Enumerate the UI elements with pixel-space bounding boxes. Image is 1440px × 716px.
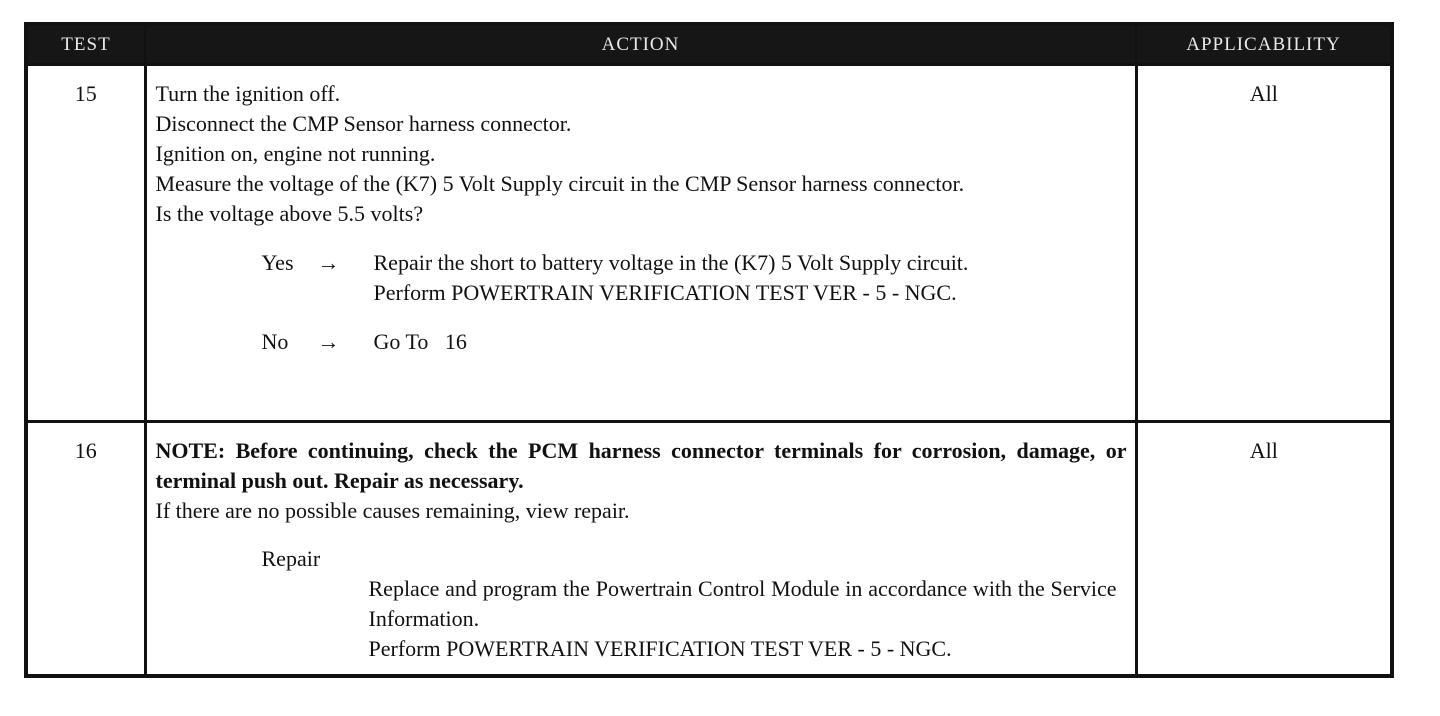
table-row xyxy=(26,422,1392,677)
no-result: Go To 16 xyxy=(373,329,467,354)
action-step: If there are no possible causes remaining, view repair. xyxy=(155,498,630,523)
no-branch xyxy=(262,327,1127,357)
table-header-row xyxy=(26,24,1392,65)
yes-result-text: Repair the short to battery voltage in the (K7) 5 Volt Supply circuit. xyxy=(373,250,969,275)
diagnostic-test-table xyxy=(24,22,1394,678)
table-row xyxy=(26,65,1392,422)
repair-verify: Perform POWERTRAIN VERIFICATION TEST VER - 5 - NGC. xyxy=(368,636,952,661)
repair-label: Repair xyxy=(261,546,321,571)
action-cell xyxy=(145,65,1136,422)
action-cell xyxy=(145,422,1136,677)
yes-label: Yes xyxy=(261,250,294,275)
action-question: Is the voltage above 5.5 volts? xyxy=(155,201,424,226)
yes-result-verify: Perform POWERTRAIN VERIFICATION TEST VER - 5 - NGC. xyxy=(373,280,957,305)
no-label: No xyxy=(261,329,289,354)
yes-branch xyxy=(262,248,1127,308)
yes-result xyxy=(374,248,1127,308)
applicability-value: All xyxy=(1136,422,1392,677)
repair-text: Replace and program the Powertrain Control Module in accordance with the Service Information. xyxy=(368,576,1117,631)
header-applicability: APPLICABILITY xyxy=(1136,24,1392,65)
header-test: TEST xyxy=(26,24,145,65)
applicability-value: All xyxy=(1136,65,1392,422)
action-step: Disconnect the CMP Sensor harness connector. xyxy=(155,111,572,136)
test-number: 15 xyxy=(26,65,145,422)
action-step: Ignition on, engine not running. xyxy=(155,141,436,166)
note-text: NOTE: Before continuing, check the PCM harness connector terminals for corrosion, damage, or terminal push out. Repair as necessary. xyxy=(155,438,1127,493)
action-step: Turn the ignition off. xyxy=(155,81,341,106)
test-number: 16 xyxy=(26,422,145,677)
header-action: ACTION xyxy=(145,24,1136,65)
right-arrow-icon: → xyxy=(317,250,340,275)
action-step: Measure the voltage of the (K7) 5 Volt Supply circuit in the CMP Sensor harness connector. xyxy=(155,171,965,196)
right-arrow-icon: → xyxy=(317,329,340,354)
